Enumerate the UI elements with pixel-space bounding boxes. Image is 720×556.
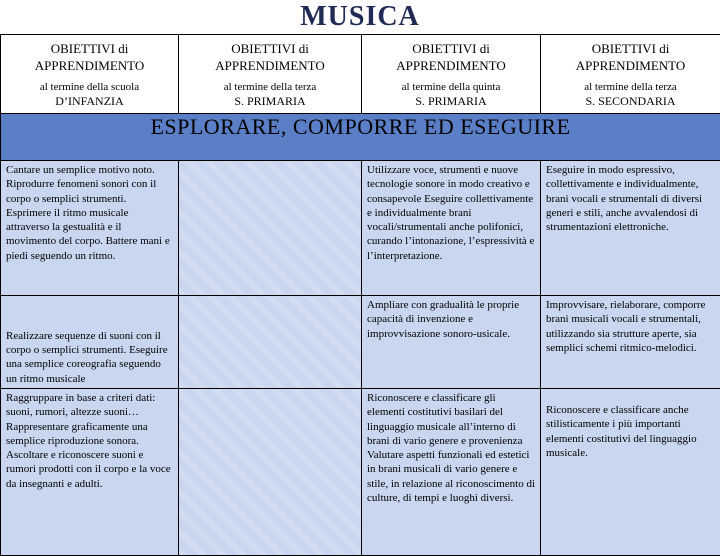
header-terza-primaria [179,35,362,114]
header-quinta-primaria [362,35,541,114]
header-school: S. PRIMARIA [179,94,361,108]
section-title: ESPLORARE, COMPORRE ED ESEGUIRE [1,114,720,161]
cell-quinta-primaria: Ampliare con gradualità le proprie capacità di invenzione e improvvisazione sonoro-usicale. [362,296,541,389]
cell-secondaria: Improvvisare, rielaborare, comporre brani musicali vocali e strumentali, utilizzando sia strutture aperte, sia semplici schemi ritmico-melodici. [541,296,720,389]
header-period: al termine della terza [179,80,361,94]
cell-terza-primaria [179,389,362,556]
cell-secondaria: Eseguire in modo espressivo, collettivamente e individualmente, brani vocali e strumentali di diversi generi e stili, anche avvalendosi di strumentazioni elettroniche. [541,161,720,296]
header-objectives-label: OBIETTIVI di APPRENDIMENTO [362,35,540,74]
header-secondaria [541,35,720,114]
header-school: S. PRIMARIA [362,94,540,108]
table-row [1,389,720,556]
cell-quinta-primaria: Utilizzare voce, strumenti e nuove tecnologie sonore in modo creativo e consapevole Eseguire collettivamente e individualmente brani vocali/strumentali anche polifonici, curando l’intonazione, l’espressività e l’interpretazione. [362,161,541,296]
header-objectives-label: OBIETTIVI di APPRENDIMENTO [541,35,720,74]
cell-terza-primaria [179,161,362,296]
table-row [1,161,720,296]
header-period: al termine della terza [541,80,720,94]
header-school: S. SECONDARIA [541,94,720,108]
header-objectives-label: OBIETTIVI di APPRENDIMENTO [179,35,361,74]
header-period: al termine della scuola [1,80,178,94]
cell-infanzia: Raggruppare in base a criteri dati: suoni, rumori, altezze suoni… Rappresentare graficamente una semplice riproduzione sonora. Ascoltare e riconoscere suoni e rumori prodotti con il corpo e la voce da insegnanti e adulti. [1,389,179,556]
page-title: MUSICA [0,0,720,34]
header-infanzia [1,35,179,114]
table-row [1,296,720,389]
cell-terza-primaria [179,296,362,389]
cell-infanzia: Cantare un semplice motivo noto. Riprodurre fenomeni sonori con il corpo o semplici strumenti. Esprimere il ritmo musicale attraverso la gestualità e il movimento del corpo. Battere mani e piedi seguendo un ritmo. [1,161,179,296]
header-school: D’INFANZIA [1,94,178,108]
objectives-table [0,34,720,556]
header-row [1,35,720,114]
cell-secondaria: Riconoscere e classificare anche stilisticamente i più importanti elementi costitutivi del linguaggio musicale. [541,389,720,556]
header-objectives-label: OBIETTIVI di APPRENDIMENTO [1,35,178,74]
cell-infanzia: Realizzare sequenze di suoni con il corpo o semplici strumenti. Eseguire una semplice coreografia seguendo un ritmo musicale [1,296,179,389]
header-period: al termine della quinta [362,80,540,94]
cell-quinta-primaria: Riconoscere e classificare gli elementi costitutivi basilari del linguaggio musicale all’interno di brani di vario genere e provenienza Valutare aspetti funzionali ed estetici in brani musicali di vario genere e stile, in relazione al riconoscimento di culture, di tempi e luoghi diversi. [362,389,541,556]
section-banner [1,114,720,161]
